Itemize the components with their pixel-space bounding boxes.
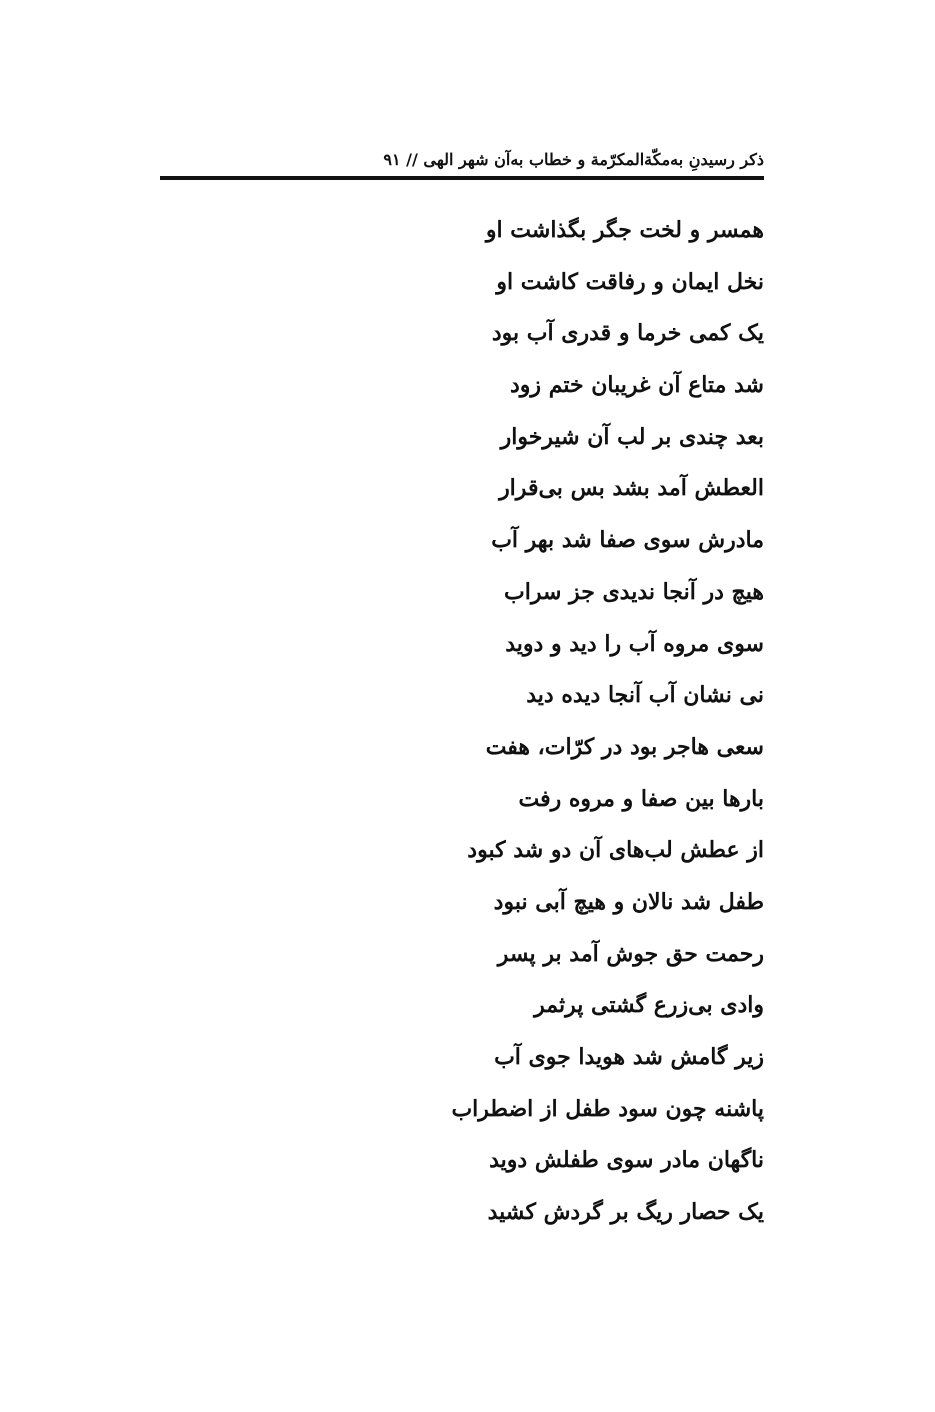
verse-line: پاشنه چون سود طفل از اضطراب (451, 1095, 764, 1122)
verse-line: العطش آمد بشد بس بی‌قرار (499, 475, 764, 502)
verse-line: سوی مروه آب را دید و دوید (505, 630, 764, 657)
poem-verses (160, 205, 764, 1239)
verse-line: از عطش لب‌های آن دو شد کبود (467, 837, 764, 864)
verse-line: ناگهان مادر سوی طفلش دوید (489, 1147, 764, 1174)
verse-line: زیر گامش شد هویدا جوی آب (494, 1044, 764, 1070)
verse-line: نخل ایمان و رفاقت کاشت او (496, 268, 764, 295)
running-head: ذکر رسیدنِ به‌مکّةالمکرّمة و خطاب به‌آن شهر الهی // ۹۱ (383, 149, 764, 169)
verse-line: مادرش سوی صفا شد بهر آب (491, 527, 764, 554)
verse-line: همسر و لخت جگر بگذاشت او (485, 217, 764, 243)
verse-line: هیچ در آنجا ندیدی جز سراب (504, 578, 764, 605)
verse-line: سعی هاجر بود در کرّات، هفت (485, 733, 764, 760)
verse-line: شد متاع آن غریبان ختم زود (510, 372, 764, 399)
verse-line: رحمت حق جوش آمد بر پسر (497, 940, 764, 967)
header-rule (160, 176, 764, 180)
verse-line: یک حصار ریگ بر گردش کشید (487, 1199, 764, 1226)
verse-line: وادی بی‌زرع گشتی پرثمر (534, 992, 764, 1019)
verse-line: طفل شد نالان و هیچ آبی نبود (493, 888, 764, 915)
verse-line: یک کمی خرما و قدری آب بود (491, 320, 764, 347)
verse-line: بارها بین صفا و مروه رفت (518, 785, 764, 812)
verse-line: نی نشان آب آنجا دیده دید (526, 682, 764, 709)
verse-line: بعد چندی بر لب آن شیرخوار (500, 423, 764, 450)
